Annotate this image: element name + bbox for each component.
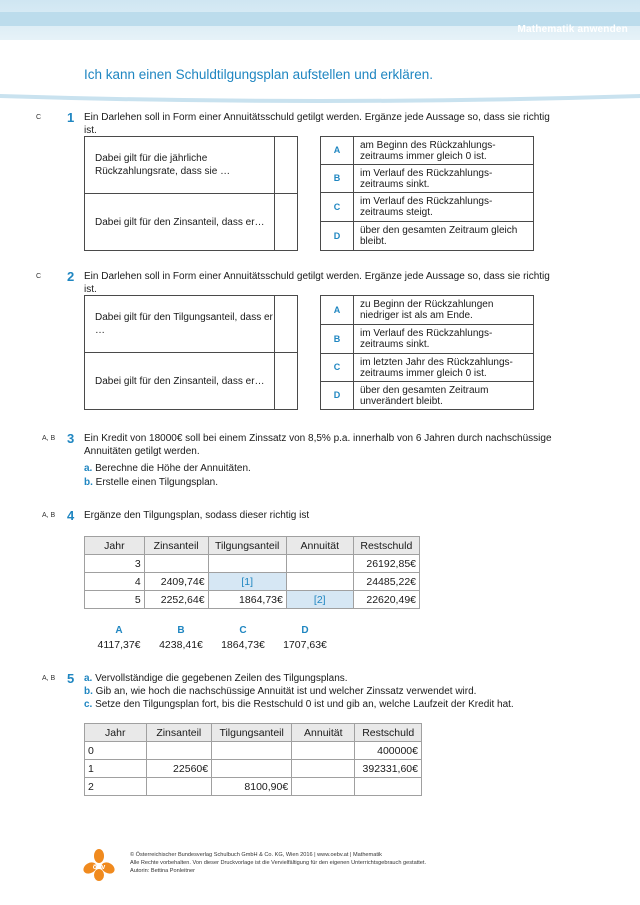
task1-answer-box-1[interactable] xyxy=(275,137,298,194)
task5-cell: 1 xyxy=(85,760,147,778)
task1-text: Ein Darlehen soll in Form einer Annuitätsschuld getilgt werden. Ergänze jede Aussage so, dass sie richtig ist. xyxy=(84,112,550,136)
task5-cell: 2 xyxy=(85,778,147,796)
task4-number: 4 xyxy=(67,508,75,523)
task4-answer-letter: A xyxy=(115,624,123,636)
task5-part-a xyxy=(84,673,348,686)
task2-answer-box-2[interactable] xyxy=(275,353,298,410)
page-subtitle: Ich kann einen Schuldtilgungsplan aufstellen und erklären. xyxy=(84,67,433,82)
footer-rights: Alle Rechte vorbehalten. Von dieser Druckvorlage ist die Vervielfältigung für den eigenen Unterrichtsgebrauch gestattet. xyxy=(130,860,427,866)
task4-answers xyxy=(88,622,336,652)
task2-text: Ein Darlehen soll in Form einer Annuitätsschuld getilgt werden. Ergänze jede Aussage so, dass sie richtig ist. xyxy=(84,271,550,295)
task5-cell xyxy=(146,778,212,796)
task1-option-text: am Beginn des Rückzahlungs-zeitraums immer gleich 0 ist. xyxy=(354,137,534,165)
task5-cell: 8100,90€ xyxy=(212,778,292,796)
task2-statement-table xyxy=(84,295,298,410)
task4-header-annuitaet: Annuität xyxy=(286,537,353,555)
task5-level: A, B xyxy=(42,675,56,682)
task3-a-label: a. xyxy=(84,463,93,474)
task4-header-zinsanteil: Zinsanteil xyxy=(144,537,208,555)
task4-cell: 24485,22€ xyxy=(353,573,419,591)
task4-cell: 4 xyxy=(85,573,145,591)
task4-header-tilgungsanteil: Tilgungsanteil xyxy=(208,537,286,555)
task2-option-letter: D xyxy=(321,382,354,410)
task5-cell xyxy=(146,742,212,760)
task5-cell xyxy=(212,742,292,760)
task5-a-label: a. xyxy=(84,673,93,684)
task4-answer-letter: B xyxy=(177,624,185,636)
task2-option-text: über den gesamten Zeitraum unverändert bleibt. xyxy=(354,382,534,410)
task5-cell: 0 xyxy=(85,742,147,760)
task3-text: Ein Kredit von 18000€ soll bei einem Zinssatz von 8,5% p.a. innerhalb von 6 Jahren durch nachschüssige Annuitäten getilgt werden. xyxy=(84,433,552,457)
task5-header-annuitaet: Annuität xyxy=(292,724,355,742)
publisher-logo-icon xyxy=(82,848,116,882)
task4-answer-value: 4238,41€ xyxy=(159,639,203,651)
task4-cell xyxy=(286,573,353,591)
task2-statement-2: Dabei gilt für den Zinsanteil, dass er… xyxy=(85,353,275,410)
task5-c-label: c. xyxy=(84,699,93,710)
task4-level: A, B xyxy=(42,512,56,519)
task4-table xyxy=(84,536,420,609)
task2-option-text: im Verlauf des Rückzahlungs-zeitraums sinkt. xyxy=(354,325,534,354)
task5-part-c xyxy=(84,699,514,712)
task3-number: 3 xyxy=(67,431,75,446)
task4-cell: 2409,74€ xyxy=(144,573,208,591)
task3-part-b xyxy=(84,477,218,490)
task4-header-restschuld: Restschuld xyxy=(353,537,419,555)
task2-options-table xyxy=(320,295,534,410)
task3-part-a xyxy=(84,463,251,476)
task1-statement-2: Dabei gilt für den Zinsanteil, dass er… xyxy=(85,194,275,251)
task1-statement-table xyxy=(84,136,298,251)
task4-cell: 22620,49€ xyxy=(353,591,419,609)
task2-answer-box-1[interactable] xyxy=(275,296,298,353)
task4-cell: 5 xyxy=(85,591,145,609)
task5-header-tilgungsanteil: Tilgungsanteil xyxy=(212,724,292,742)
task4-cell xyxy=(208,555,286,573)
task5-cell: 22560€ xyxy=(146,760,212,778)
footer-copyright: © Österreichischer Bundesverlag Schulbuch GmbH & Co. KG, Wien 2016 | www.oebv.at | Mathematik xyxy=(130,852,382,858)
task5-number: 5 xyxy=(67,671,75,686)
task5-cell xyxy=(355,778,422,796)
task4-answer-letter: D xyxy=(301,624,309,636)
task1-option-letter: A xyxy=(321,137,354,165)
task5-cell xyxy=(292,778,355,796)
task1-statement-1: Dabei gilt für die jährliche Rückzahlungsrate, dass sie … xyxy=(85,137,275,194)
task5-cell xyxy=(292,742,355,760)
task4-header-jahr: Jahr xyxy=(85,537,145,555)
task5-table xyxy=(84,723,422,796)
task2-option-text: zu Beginn der Rückzahlungen niedriger ist als am Ende. xyxy=(354,296,534,325)
task4-cell xyxy=(286,555,353,573)
task5-header-zinsanteil: Zinsanteil xyxy=(146,724,212,742)
task4-answer-letter: C xyxy=(239,624,247,636)
task4-answer-value: 4117,37€ xyxy=(97,639,141,651)
task2-level: C xyxy=(36,273,42,280)
task5-part-b xyxy=(84,686,476,699)
header-title: Mathematik anwenden xyxy=(517,24,628,35)
task4-text: Ergänze den Tilgungsplan, sodass dieser richtig ist xyxy=(84,510,310,521)
task2-option-text: im letzten Jahr des Rückzahlungs-zeitraums immer gleich 0 ist. xyxy=(354,354,534,382)
task4-answer-value: 1707,63€ xyxy=(283,639,327,651)
task1-option-letter: B xyxy=(321,165,354,193)
task5-b-label: b. xyxy=(84,686,93,697)
task5-b-text: Gib an, wie hoch die nachschüssige Annuität ist und welcher Zinssatz verwendet wird. xyxy=(95,686,477,697)
task2-statement-1: Dabei gilt für den Tilgungsanteil, dass er … xyxy=(85,296,275,353)
task4-cell: 2252,64€ xyxy=(144,591,208,609)
task5-cell xyxy=(292,760,355,778)
task2-option-letter: A xyxy=(321,296,354,325)
task2-option-letter: B xyxy=(321,325,354,354)
publisher-logo-text: öbv xyxy=(92,864,106,871)
task1-answer-box-2[interactable] xyxy=(275,194,298,251)
task2-number: 2 xyxy=(67,269,75,284)
task4-cell: 3 xyxy=(85,555,145,573)
wave-divider xyxy=(0,92,640,106)
task1-option-letter: D xyxy=(321,222,354,251)
task4-gap-1[interactable]: [1] xyxy=(208,573,286,591)
task5-cell: 400000€ xyxy=(355,742,422,760)
task3-a-text: Berechne die Höhe der Annuitäten. xyxy=(95,463,251,474)
task5-c-text: Setze den Tilgungsplan fort, bis die Restschuld 0 ist und gib an, welche Laufzeit der Kredit hat. xyxy=(95,699,514,710)
task3-b-text: Erstelle einen Tilgungsplan. xyxy=(95,477,218,488)
footer-author: Autorin: Bettina Ponleitner xyxy=(130,868,195,874)
task5-header-jahr: Jahr xyxy=(85,724,147,742)
task5-cell: 392331,60€ xyxy=(355,760,422,778)
task4-cell: 1864,73€ xyxy=(208,591,286,609)
task3-level: A, B xyxy=(42,435,56,442)
task5-cell xyxy=(212,760,292,778)
task4-cell: 26192,85€ xyxy=(353,555,419,573)
task1-option-text: im Verlauf des Rückzahlungs-zeitraums steigt. xyxy=(354,193,534,222)
task1-level: C xyxy=(36,114,42,121)
task5-header-restschuld: Restschuld xyxy=(355,724,422,742)
task1-option-text: im Verlauf des Rückzahlungs-zeitraums sinkt. xyxy=(354,165,534,193)
task4-answer-value: 1864,73€ xyxy=(221,639,265,651)
task1-number: 1 xyxy=(67,110,75,125)
task1-option-text: über den gesamten Zeitraum gleich bleibt. xyxy=(354,222,534,251)
footer-text xyxy=(130,851,426,875)
task5-a-text: Vervollständige die gegebenen Zeilen des Tilgungsplans. xyxy=(95,673,348,684)
task4-cell xyxy=(144,555,208,573)
task1-option-letter: C xyxy=(321,193,354,222)
task1-options-table xyxy=(320,136,534,251)
task3-b-label: b. xyxy=(84,477,93,488)
task4-gap-2[interactable]: [2] xyxy=(286,591,353,609)
task2-option-letter: C xyxy=(321,354,354,382)
